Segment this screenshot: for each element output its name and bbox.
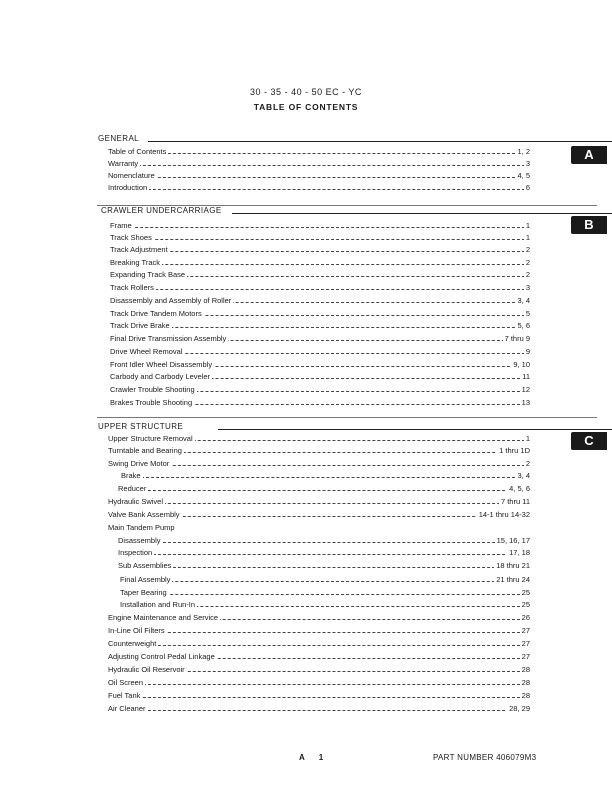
leader-dashes	[108, 503, 530, 504]
toc-entry-label: Hydraulic Swivel	[108, 497, 164, 506]
toc-entry	[108, 626, 530, 636]
toc-entry	[108, 704, 530, 714]
toc-entry	[110, 372, 530, 382]
toc-entry-label: Fuel Tank	[108, 691, 141, 700]
document-model-line: 30 - 35 - 40 - 50 EC - YC	[250, 87, 362, 97]
section-tab-marker: C	[571, 432, 607, 450]
toc-entry-page: 28	[521, 691, 530, 700]
toc-entry-label: Valve Bank Assembly	[108, 510, 180, 519]
section-title: UPPER STRUCTURE	[98, 422, 184, 431]
toc-entry-page: 5, 6	[517, 321, 530, 330]
toc-entry-label: Upper Structure Removal	[108, 434, 193, 443]
section-rule	[148, 141, 612, 142]
toc-entry	[110, 245, 530, 255]
toc-entry-page: 21 thru 24	[496, 575, 530, 584]
leader-dashes	[108, 645, 530, 646]
section-divider	[97, 417, 597, 418]
toc-entry	[108, 613, 530, 623]
toc-entry	[108, 665, 530, 675]
leader-dashes	[120, 581, 530, 582]
toc-entry-page: 7 thru 11	[500, 497, 530, 506]
leader-dashes	[110, 327, 530, 328]
toc-entry-label: Inspection	[118, 548, 153, 557]
toc-entry-page: 1	[525, 221, 530, 230]
toc-entry-page: 1, 2	[517, 147, 530, 156]
toc-entry-label: Swing Drive Motor	[108, 459, 170, 468]
toc-entry-page: 15, 16, 17	[496, 536, 530, 545]
toc-entry	[110, 296, 530, 306]
toc-entry	[108, 147, 530, 157]
section-rule	[218, 429, 612, 430]
toc-entry-label: Brake	[121, 471, 141, 480]
toc-entry	[108, 523, 530, 533]
leader-dashes	[108, 165, 530, 166]
toc-entry	[110, 334, 530, 344]
leader-dashes	[118, 490, 530, 491]
toc-entry-page: 28	[521, 678, 530, 687]
toc-entry-page: 1 thru 1D	[499, 446, 530, 455]
toc-entry	[110, 233, 530, 243]
toc-entry-page: 2	[525, 270, 530, 279]
toc-entry-label: Oil Screen	[108, 678, 144, 687]
toc-entry-page: 3, 4	[517, 296, 530, 305]
toc-entry-page: 13	[521, 398, 530, 407]
toc-entry-label: Breaking Track	[110, 258, 161, 267]
toc-entry-page: 2	[525, 245, 530, 254]
toc-entry-label: Final Assembly	[120, 575, 171, 584]
toc-entry-label: Main Tandem Pump	[108, 523, 175, 532]
toc-entry	[110, 347, 530, 357]
toc-entry	[118, 561, 530, 571]
toc-entry-page: 2	[525, 459, 530, 468]
toc-entry	[110, 385, 530, 395]
toc-entry-page: 4, 5	[517, 171, 530, 180]
toc-entry-page: 11	[522, 372, 530, 381]
leader-dashes	[108, 697, 530, 698]
page-number: A 1	[299, 753, 330, 762]
toc-entry-label: Nomenclature	[108, 171, 155, 180]
toc-entry-page: 14-1 thru 14-32	[478, 510, 530, 519]
toc-entry-page: 17, 18	[509, 548, 530, 557]
toc-entry-page: 25	[521, 588, 530, 597]
toc-entry	[121, 471, 530, 481]
leader-dashes	[108, 189, 530, 190]
toc-entry	[118, 536, 530, 546]
toc-entry-label: Track Drive Brake	[110, 321, 170, 330]
toc-entry-label: Disassembly	[118, 536, 161, 545]
toc-entry-page: 25	[521, 600, 530, 609]
toc-entry-page: 7 thru 9	[504, 334, 530, 343]
toc-entry	[120, 575, 530, 585]
toc-entry-label: Final Drive Transmission Assembly	[110, 334, 227, 343]
leader-dashes	[118, 567, 530, 568]
leader-dashes	[121, 477, 530, 478]
toc-entry	[108, 434, 530, 444]
toc-entry-page: 27	[521, 639, 530, 648]
toc-entry-page: 6	[525, 183, 530, 192]
toc-entry-label: In-Line Oil Filters	[108, 626, 165, 635]
leader-dashes	[108, 465, 530, 466]
toc-entry	[108, 459, 530, 469]
leader-dashes	[108, 153, 530, 154]
toc-entry-label: Sub Assemblies	[118, 561, 172, 570]
toc-entry-label: Taper Bearing	[120, 588, 167, 597]
toc-entry	[108, 510, 530, 520]
toc-entry-page: 1	[525, 434, 530, 443]
toc-entry-label: Track Shoes	[110, 233, 152, 242]
toc-entry-page: 3, 4	[517, 471, 530, 480]
section-tab-marker: A	[571, 146, 607, 164]
section-rule	[232, 213, 612, 214]
toc-entry-page: 26	[521, 613, 530, 622]
toc-entry-label: Introduction	[108, 183, 148, 192]
toc-entry	[108, 497, 530, 507]
toc-entry-label: Track Drive Tandem Motors	[110, 309, 202, 318]
toc-entry-label: Warranty	[108, 159, 139, 168]
toc-entry-label: Carbody and Carbody Leveler	[110, 372, 211, 381]
toc-entry	[110, 221, 530, 231]
toc-entry	[110, 283, 530, 293]
toc-entry-page: 28	[521, 665, 530, 674]
toc-entry-label: Turntable and Bearing	[108, 446, 182, 455]
toc-entry-label: Adjusting Control Pedal Linkage	[108, 652, 215, 661]
toc-entry	[118, 548, 530, 558]
toc-entry-label: Hydraulic Oil Reservoir	[108, 665, 185, 674]
leader-dashes	[118, 542, 530, 543]
toc-entry-label: Expanding Track Base	[110, 270, 186, 279]
toc-entry	[110, 258, 530, 268]
toc-entry-page: 12	[521, 385, 530, 394]
toc-entry-label: Engine Maintenance and Service	[108, 613, 219, 622]
section-title: GENERAL	[98, 134, 140, 143]
toc-entry-page: 27	[521, 652, 530, 661]
leader-dashes	[110, 251, 530, 252]
toc-entry	[118, 484, 530, 494]
toc-entry	[120, 588, 530, 598]
toc-entry	[120, 600, 530, 610]
leader-dashes	[120, 594, 530, 595]
leader-dashes	[108, 684, 530, 685]
leader-dashes	[118, 554, 530, 555]
toc-entry	[108, 159, 530, 169]
toc-entry-page: 4, 5, 6	[509, 484, 530, 493]
toc-entry-page: 5	[525, 309, 530, 318]
page-title: TABLE OF CONTENTS	[253, 102, 359, 112]
toc-entry-label: Drive Wheel Removal	[110, 347, 183, 356]
toc-entry-label: Installation and Run-In	[120, 600, 196, 609]
toc-entry-page: 9	[525, 347, 530, 356]
leader-dashes	[110, 264, 530, 265]
toc-entry-label: Crawler Trouble Shooting	[110, 385, 195, 394]
toc-entry	[110, 270, 530, 280]
leader-dashes	[108, 177, 530, 178]
toc-entry	[108, 691, 530, 701]
toc-entry	[110, 360, 530, 370]
toc-entry-label: Air Cleaner	[108, 704, 146, 713]
toc-entry	[108, 639, 530, 649]
toc-entry-label: Table of Contents	[108, 147, 167, 156]
part-number: PART NUMBER 406079M3	[433, 753, 537, 762]
toc-entry-label: Track Adjustment	[110, 245, 168, 254]
toc-entry	[110, 321, 530, 331]
toc-entry	[108, 183, 530, 193]
toc-entry-label: Disassembly and Assembly of Roller	[110, 296, 232, 305]
toc-entry	[110, 309, 530, 319]
leader-dashes	[108, 632, 530, 633]
toc-entry-page: 9, 10	[513, 360, 530, 369]
toc-entry	[108, 446, 530, 456]
leader-dashes	[108, 710, 530, 711]
toc-entry	[108, 678, 530, 688]
toc-entry	[108, 652, 530, 662]
toc-entry-page: 1	[525, 233, 530, 242]
section-title: CRAWLER UNDERCARRIAGE	[101, 206, 222, 215]
section-tab-marker: B	[571, 216, 607, 234]
leader-dashes	[110, 289, 530, 290]
toc-entry-label: Front Idler Wheel Disassembly	[110, 360, 213, 369]
toc-entry-page: 28, 29	[509, 704, 530, 713]
toc-entry	[108, 171, 530, 181]
toc-entry-label: Counterweight	[108, 639, 157, 648]
toc-entry-label: Brakes Trouble Shooting	[110, 398, 193, 407]
toc-entry-label: Frame	[110, 221, 132, 230]
toc-entry-label: Reducer	[118, 484, 147, 493]
toc-entry-page: 27	[521, 626, 530, 635]
toc-entry-page: 3	[525, 159, 530, 168]
toc-entry-page: 18 thru 21	[496, 561, 530, 570]
toc-entry-page: 2	[525, 258, 530, 267]
toc-entry-page: 3	[525, 283, 530, 292]
toc-entry	[110, 398, 530, 408]
leader-dashes	[110, 239, 530, 240]
toc-entry-label: Track Rollers	[110, 283, 154, 292]
leader-dashes	[110, 227, 530, 228]
